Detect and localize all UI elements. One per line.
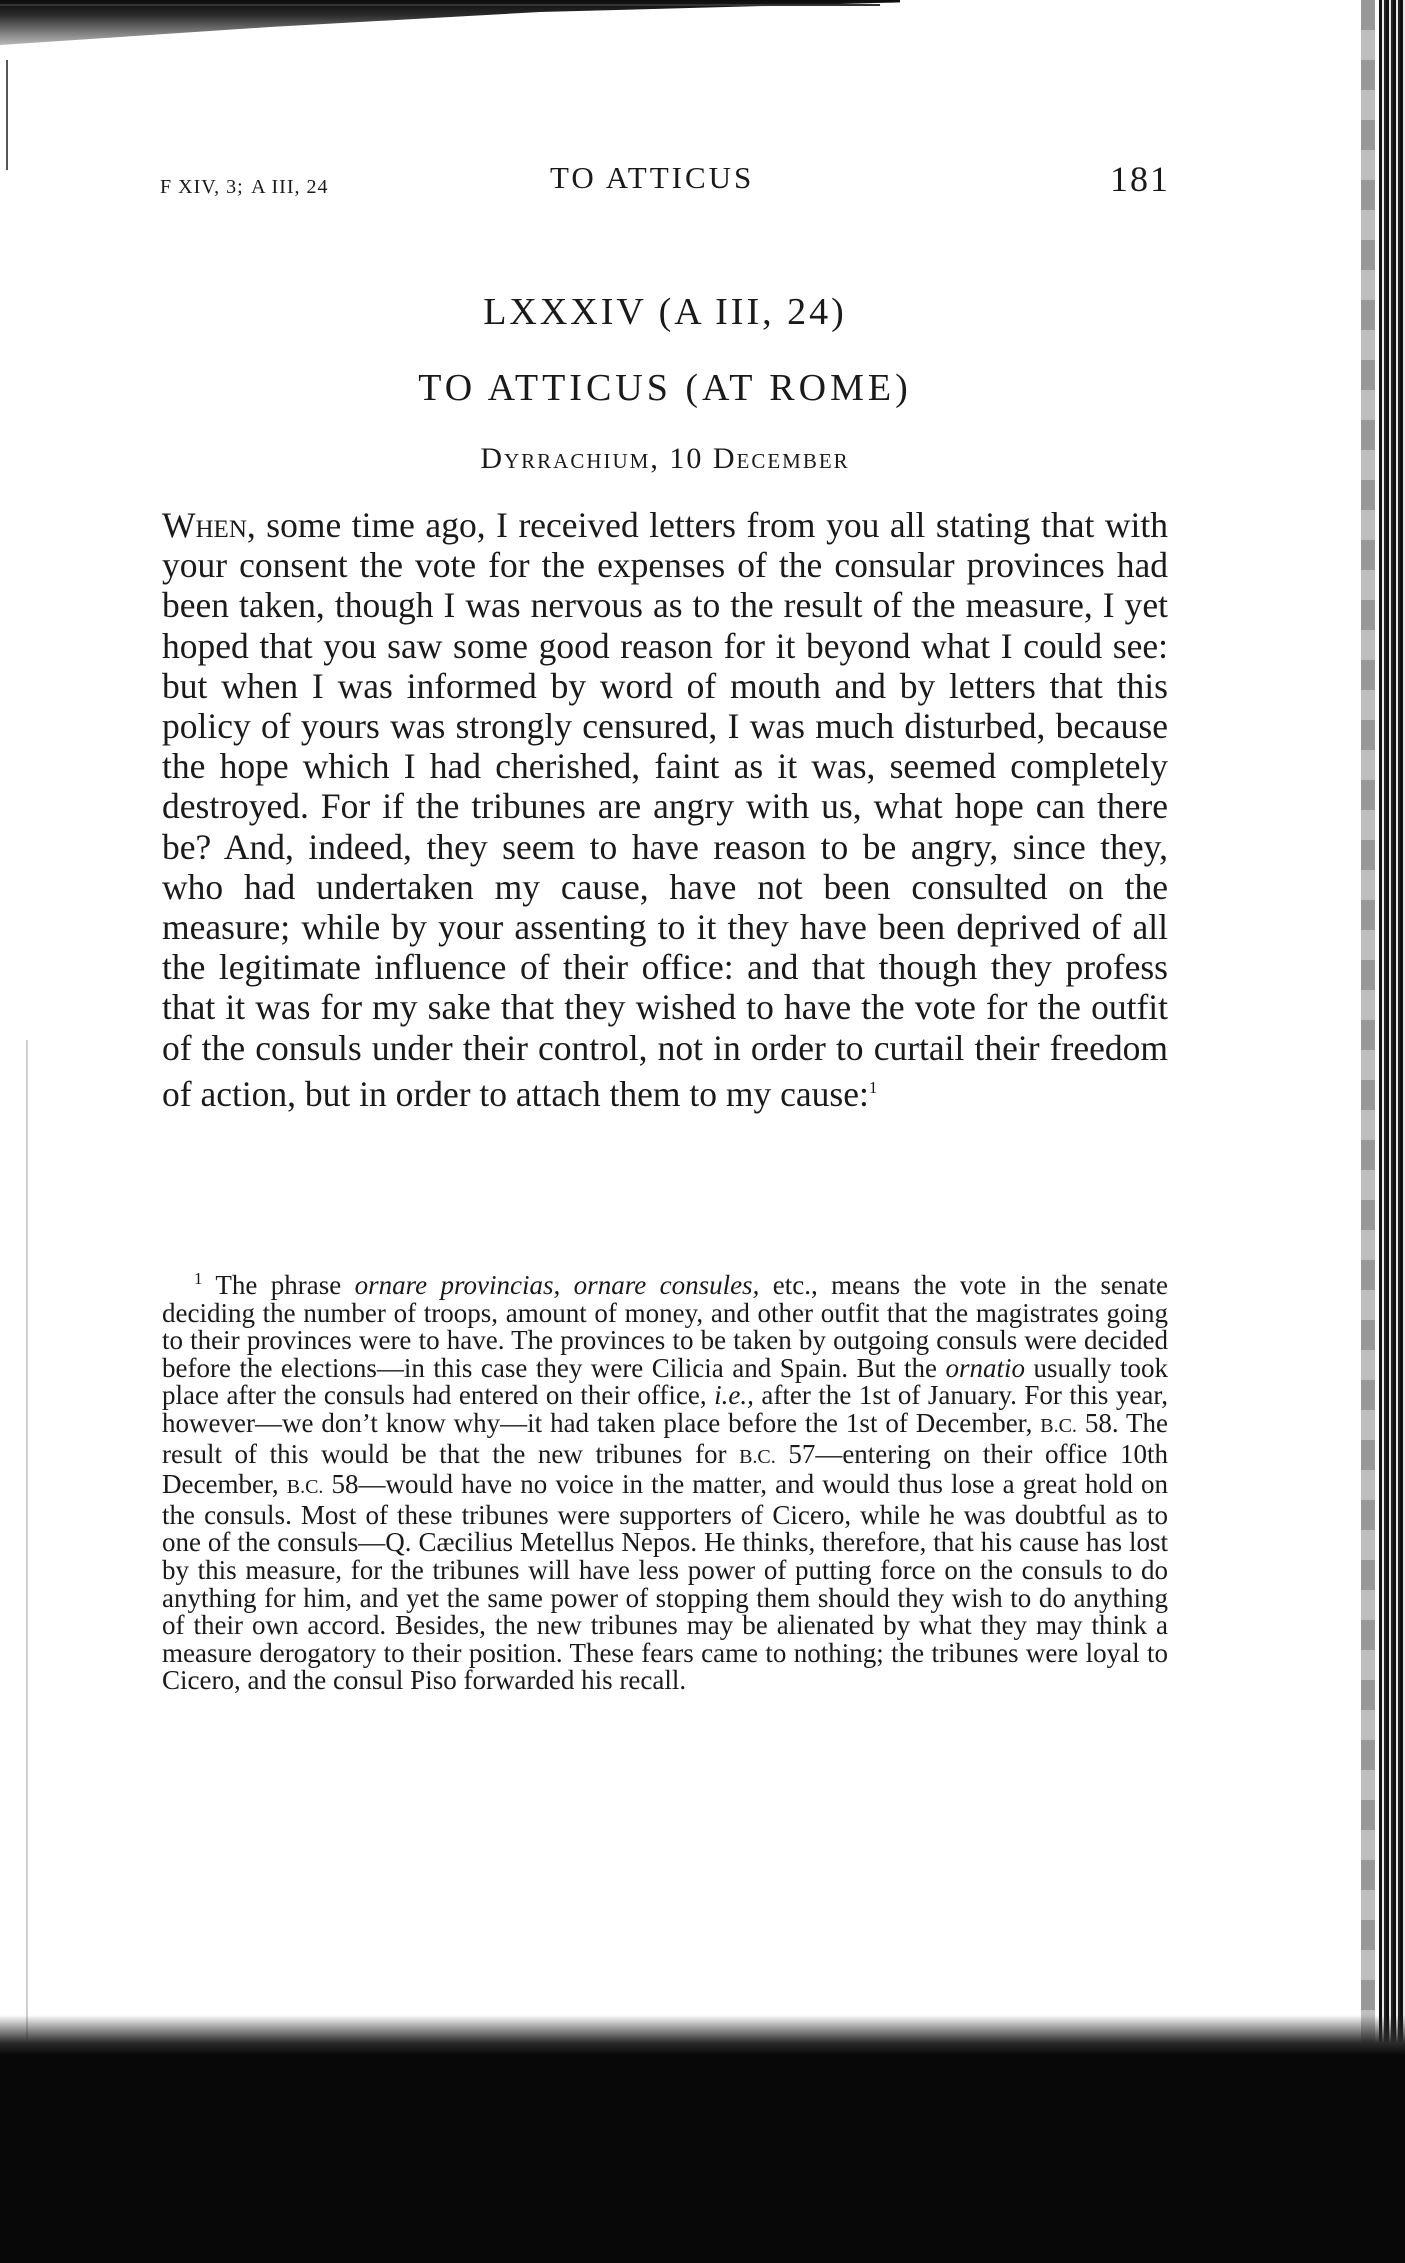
letter-title: TO ATTICUS (AT ROME) <box>418 367 912 409</box>
footnote-text: 58—would have no voice in the matter, and would thus lose a great hold on the consuls. Most of these tribunes were supporters of Cicero, while he was doubtful as to one of the consuls—Q. Cæcilius Metellus Nepos. He thinks, therefore, that his cause has lost by this measure, for the tribunes will have less power of putting force on the consuls to do anything for him, and yet the same power of stopping them should they wish to do anything of their own accord. Besides, the new tribunes may be alienated by what they may think a measure derogatory to their position. These fears came to nothing; the tribunes were loyal to Cicero, and the consul Piso forwarded his recall. <box>162 1469 1168 1696</box>
scan-mark-left <box>6 60 8 170</box>
footnote-text: 57—entering on their office 10th December, <box>162 1438 1168 1500</box>
era-abbreviation: B.C. <box>1040 1414 1077 1437</box>
footnote-term: i.e., <box>714 1380 754 1411</box>
running-head-title: TO ATTICUS <box>550 160 755 195</box>
footnote <box>162 1265 1168 1695</box>
footnote-marker: 1 <box>194 1269 203 1288</box>
footnote-text: The phrase <box>202 1270 355 1300</box>
footnote-term: ornare provincias, ornare consules, <box>354 1270 760 1300</box>
reference-a: A III, 24 <box>251 176 329 198</box>
footnote-text: 58. The result of this would be that the new tribunes for <box>162 1407 1168 1469</box>
lead-word: When, <box>162 505 256 545</box>
era-abbreviation: B.C. <box>286 1476 324 1499</box>
scan-shadow-top <box>0 0 900 60</box>
scan-bottom-band <box>0 2045 1405 2263</box>
footnote-reference: 1 <box>868 1077 878 1097</box>
letter-place-date: Dyrrachium, 10 December <box>480 442 850 475</box>
body-text: some time ago, I received letters from you all stating that with your consent the vote for the expenses of the consular provinces had been taken, though I was nervous as to the result of the measure, I yet hoped that you saw some good reason for it beyond what I could see: but when I was informed by word of mouth and by letters that this policy of yours was strongly censured, I was much disturbed, because the hope which I had cherished, faint as it was, seemed completely destroyed. For if the tribunes are angry with us, what hope can there be? And, indeed, they seem to have reason to be angry, since they, who had undertaken my cause, have not been consulted on the measure; while by your assenting to it they have been deprived of all the legitimate influence of their office: and that though they profess that it was for my sake that they wished to have the vote for the outfit of the consuls under their control, not in order to curtail their freedom of action, but in order to attach them to my cause: <box>162 505 1168 1114</box>
letter-body <box>162 505 1168 1114</box>
scan-line-left <box>26 1040 28 2040</box>
running-head <box>160 158 1170 208</box>
reference-f: F XIV, 3; <box>160 176 244 198</box>
footnote-text: usually took place after the consuls had entered on their office, <box>162 1352 1169 1411</box>
running-head-reference <box>160 170 328 200</box>
letter-number: LXXXIV (A III, 24) <box>483 291 847 333</box>
scan-rule-top <box>0 4 880 6</box>
era-abbreviation: B.C. <box>739 1445 776 1468</box>
footnote-text: after the 1st of January. For this year, however—we don’t know why—it had taken place before the 1st of December, <box>162 1380 1168 1438</box>
footnote-term: ornatio <box>945 1352 1026 1383</box>
book-spine-edge <box>1379 0 1405 2263</box>
footnote-text: etc., means the vote in the senate deciding the number of troops, amount of money, and other outfit that the magistrates going to their provinces were to have. The provinces to be taken by outgoing consuls were decided before the elections—in this case they were Cilicia and Spain. But the <box>162 1270 1168 1383</box>
page-number: 181 <box>1110 159 1170 199</box>
